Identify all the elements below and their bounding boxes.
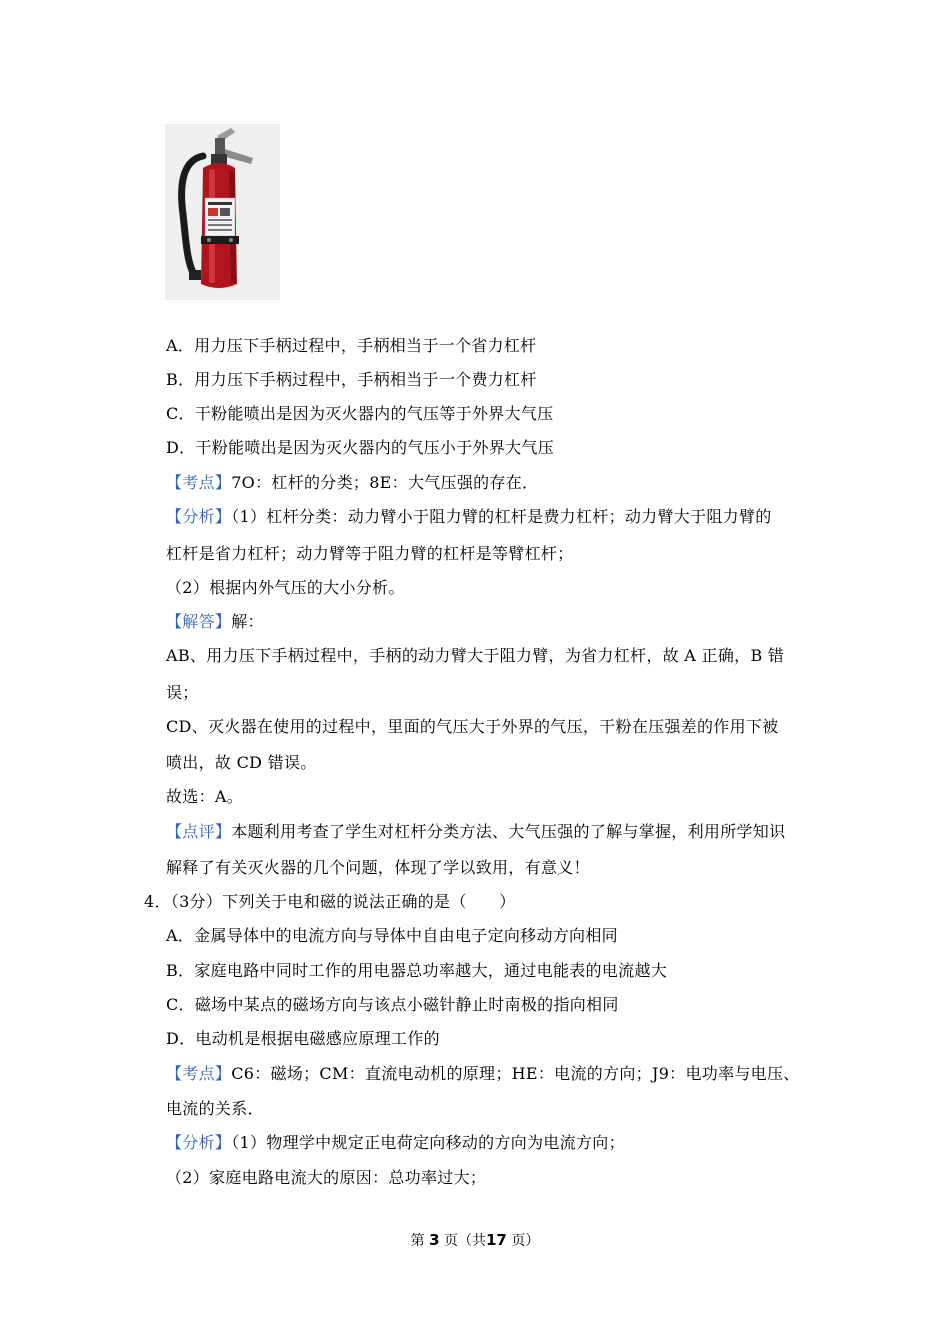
footer-prefix: 第 — [410, 1233, 425, 1249]
q4-kaodian-text-2: 电流的关系． — [166, 1099, 264, 1118]
jieda-text-5: 故选：A。 — [166, 787, 244, 806]
jieda-text-4: 喷出，故 CD 错误。 — [166, 753, 317, 772]
option-b: B．用力压下手柄过程中，手柄相当于一个费力杠杆 — [166, 370, 537, 389]
fire-extinguisher-icon — [165, 124, 280, 300]
q4-option-b: B．家庭电路中同时工作的用电器总功率越大，通过电能表的电流越大 — [166, 961, 668, 980]
q4-kaodian-tag: 【考点】 — [166, 1064, 232, 1083]
option-c: C．干粉能喷出是因为灭火器内的气压等于外界大气压 — [166, 404, 554, 423]
dianping-text-2: 解释了有关灭火器的几个问题，体现了学以致用，有意义！ — [166, 858, 590, 877]
fenxi-tag: 【分析】 — [166, 507, 232, 526]
kaodian-tag: 【考点】 — [166, 473, 232, 492]
q4-kaodian-text-1: C6：磁场；CM：直流电动机的原理；HE：电流的方向；J9：电功率与电压、 — [231, 1064, 800, 1083]
fenxi-line — [166, 507, 772, 527]
fenxi-text-2: 杠杆是省力杠杆；动力臂等于阻力臂的杠杆是等臂杠杆； — [166, 544, 574, 563]
footer-total-pages: 17 — [486, 1231, 507, 1249]
q4-option-c: C．磁场中某点的磁场方向与该点小磁针静止时南极的指向相同 — [166, 995, 619, 1014]
page-footer — [0, 1230, 950, 1250]
question-4-stem: 4．（3分）下列关于电和磁的说法正确的是（ ） — [144, 892, 516, 911]
dianping-line — [166, 822, 785, 842]
q4-fenxi-text-2: （2）家庭电路电流大的原因：总功率过大； — [166, 1168, 487, 1187]
fire-extinguisher-image — [165, 124, 280, 300]
q4-fenxi-line — [166, 1133, 625, 1153]
jieda-text-2: 误； — [166, 683, 199, 702]
jieda-text: 解： — [231, 612, 264, 631]
jieda-text-1: AB、用力压下手柄过程中，手柄的动力臂大于阻力臂，为省力杠杆，故 A 正确，B 错 — [166, 646, 785, 665]
fenxi-text-1: （1）杠杆分类：动力臂小于阻力臂的杠杆是费力杠杆；动力臂大于阻力臂的 — [231, 507, 772, 526]
kaodian-line — [166, 473, 538, 493]
q4-kaodian-line — [166, 1064, 800, 1084]
dianping-text-1: 本题利用考查了学生对杠杆分类方法、大气压强的了解与掌握，利用所学知识 — [231, 822, 786, 841]
footer-page-number: 3 — [429, 1231, 440, 1249]
option-d: D．干粉能喷出是因为灭火器内的气压小于外界大气压 — [166, 438, 555, 457]
option-a: A．用力压下手柄过程中，手柄相当于一个省力杠杆 — [166, 336, 537, 355]
dianping-tag: 【点评】 — [166, 822, 232, 841]
jieda-tag: 【解答】 — [166, 612, 232, 631]
jieda-text-3: CD、灭火器在使用的过程中，里面的气压大于外界的气压，干粉在压强差的作用下被 — [166, 717, 779, 736]
kaodian-text: 7O：杠杆的分类；8E：大气压强的存在． — [231, 473, 539, 492]
fenxi-text-3: （2）根据内外气压的大小分析。 — [166, 578, 405, 597]
footer-suffix: 页） — [511, 1233, 540, 1249]
q4-fenxi-tag: 【分析】 — [166, 1133, 232, 1152]
q4-option-d: D．电动机是根据电磁感应原理工作的 — [166, 1029, 440, 1048]
q4-option-a: A．金属导体中的电流方向与导体中自由电子定向移动方向相同 — [166, 926, 618, 945]
footer-middle: 页（共 — [444, 1233, 486, 1249]
jieda-line — [166, 612, 264, 632]
q4-fenxi-text-1: （1）物理学中规定正电荷定向移动的方向为电流方向； — [231, 1133, 625, 1152]
